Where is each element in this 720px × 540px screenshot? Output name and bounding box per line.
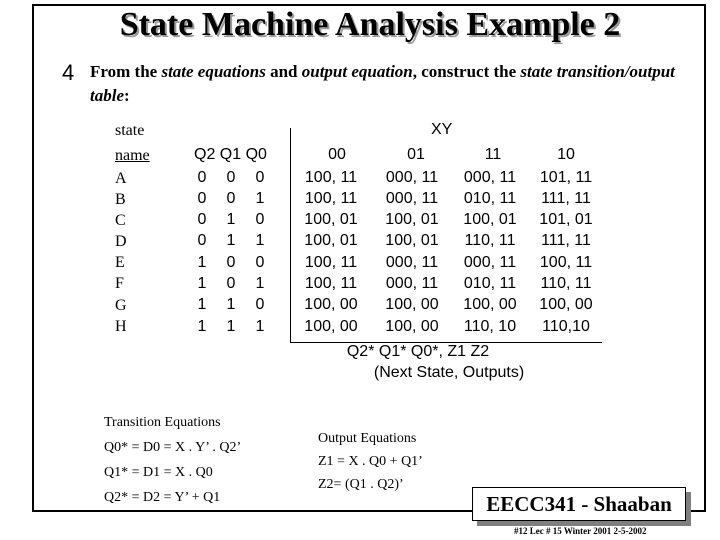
intro-part-3: and [265, 62, 302, 81]
table-cell: 110, 11 [540, 275, 592, 292]
table-cell: 000, 11 [385, 275, 439, 292]
q2-cell: 0 [197, 169, 207, 186]
table-cell: 000, 11 [385, 169, 439, 186]
intro-text [90, 60, 680, 108]
intro-state-equations: state equations [161, 62, 266, 81]
table-legend-line1: Q2* Q1* Q0*, Z1 Z2 [346, 343, 490, 360]
q1-cell: 0 [226, 275, 236, 292]
table-cell: 111, 11 [541, 232, 591, 249]
q2-cell: 0 [197, 232, 207, 249]
state-name: B [115, 191, 126, 208]
table-cell: 101, 11 [539, 169, 593, 186]
input-label: XY [431, 121, 453, 138]
table-cell: 100, 01 [385, 232, 439, 249]
table-cell: 000, 11 [385, 190, 439, 207]
q2-cell: 0 [197, 190, 207, 207]
q0-cell: 1 [255, 318, 265, 335]
table-cell: 010, 11 [463, 275, 517, 292]
table-cell: 100, 01 [385, 211, 439, 228]
state-name: G [115, 297, 127, 314]
equation-line: Q0* = D0 = X . Y’ . Q2’ [104, 440, 242, 455]
q2-cell: 1 [197, 318, 207, 335]
q1-cell: 1 [226, 296, 236, 313]
table-cell: 100, 01 [304, 211, 358, 228]
q0-cell: 1 [255, 275, 265, 292]
table-cell: 100, 00 [304, 296, 358, 313]
state-name: A [115, 170, 127, 187]
q-header: Q2 Q1 Q0 [194, 146, 267, 163]
equation-line: Z1 = X . Q0 + Q1’ [318, 454, 423, 469]
table-cell: 100, 00 [304, 318, 358, 335]
table-cell: 100, 11 [304, 190, 358, 207]
input-col-header: 11 [484, 146, 502, 163]
table-legend-line2: (Next State, Outputs) [373, 364, 525, 381]
table-cell: 100, 00 [385, 318, 439, 335]
equation-line: Z2= (Q1 . Q2)’ [318, 477, 404, 492]
input-col-header: 01 [407, 146, 425, 163]
q0-cell: 0 [255, 296, 265, 313]
table-cell: 010, 11 [463, 190, 517, 207]
table-cell: 000, 11 [385, 254, 439, 271]
q0-cell: 0 [255, 211, 265, 228]
q2-cell: 1 [197, 254, 207, 271]
table-cell: 100, 01 [304, 232, 358, 249]
q1-cell: 0 [226, 190, 236, 207]
state-name: E [115, 254, 125, 271]
table-cell: 110,10 [542, 318, 590, 335]
q0-cell: 0 [255, 169, 265, 186]
state-name: F [115, 275, 124, 292]
bullet-marker: 4 [62, 60, 75, 85]
intro-part-7: : [124, 86, 130, 105]
q1-cell: 1 [226, 211, 236, 228]
equation-line: Q1* = D1 = X . Q0 [104, 465, 213, 480]
intro-part-1: From the [90, 62, 162, 81]
table-cell: 100, 11 [539, 254, 593, 271]
intro-part-5: , construct the [412, 62, 521, 81]
q2-cell: 1 [197, 275, 207, 292]
state-name: C [115, 212, 126, 229]
table-cell: 000, 11 [463, 169, 517, 186]
table-cell: 100, 11 [304, 275, 358, 292]
table-cell: 100, 00 [463, 296, 517, 313]
state-name: H [115, 318, 127, 335]
q1-cell: 1 [226, 232, 236, 249]
table-divider [290, 128, 291, 342]
output-equations [318, 427, 423, 496]
slide-title: State Machine Analysis Example 2 [119, 6, 621, 43]
q1-cell: 1 [226, 318, 236, 335]
input-col-header: 00 [328, 146, 346, 163]
state-label: state [115, 122, 145, 139]
name-label: name [115, 147, 150, 164]
input-col-header: 10 [557, 146, 575, 163]
q2-cell: 0 [197, 211, 207, 228]
table-cell: 100, 01 [463, 211, 517, 228]
intro-output-equation: output equation [301, 62, 413, 81]
transition-equations [104, 410, 241, 510]
table-cell: 100, 00 [385, 296, 439, 313]
transition-equations-heading: Transition Equations [104, 415, 221, 430]
table-cell: 100, 11 [304, 254, 358, 271]
output-equations-heading: Output Equations [318, 431, 417, 446]
table-cell: 000, 11 [463, 254, 517, 271]
table-cell: 100, 11 [304, 169, 358, 186]
state-name: D [115, 233, 127, 250]
q0-cell: 1 [255, 232, 265, 249]
table-cell: 110, 11 [464, 232, 516, 249]
table-cell: 110, 10 [463, 318, 517, 335]
footer-reference: #12 Lec # 15 Winter 2001 2-5-2002 [514, 526, 647, 536]
q1-cell: 0 [226, 169, 236, 186]
table-cell: 100, 00 [539, 296, 593, 313]
intro-table-name: state transition/output table [90, 62, 675, 105]
table-cell: 111, 11 [541, 190, 591, 207]
table-cell: 101, 01 [539, 211, 593, 228]
course-badge: EECC341 - Shaaban [472, 487, 686, 521]
q2-cell: 1 [197, 296, 207, 313]
q0-cell: 1 [255, 190, 265, 207]
equation-line: Q2* = D2 = Y’ + Q1 [104, 490, 221, 505]
q1-cell: 0 [226, 254, 236, 271]
q0-cell: 0 [255, 254, 265, 271]
